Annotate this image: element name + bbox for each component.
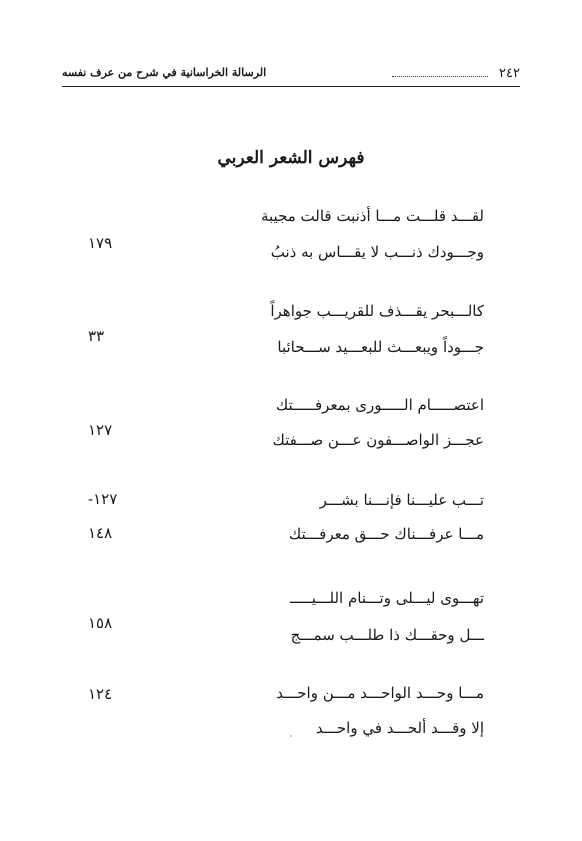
verse-second-hemistich: إلا وقـــد ألحـــد في واحـــد: [315, 719, 484, 737]
page-reference: -١٢٧: [88, 490, 118, 508]
verse-second-hemistich: وجـــودك ذنـــب لا يقـــاس به ذنبُ: [270, 243, 484, 261]
page-reference: ١٥٨: [88, 614, 113, 632]
verse-first-hemistich: لقـــد قلـــت مـــا أذنبت قالت مجيبة: [260, 207, 484, 225]
verse-second-hemistich: مـــا عرفـــناك حـــق معرفـــتك: [288, 525, 484, 543]
verse-first-hemistich: تهـــوى ليـــلى وتـــنام اللـــيـــــ: [289, 589, 484, 607]
page-reference: ١٤٨: [88, 524, 113, 542]
verse-second-hemistich: عجـــز الواصـــفون عـــن صـــفتك: [272, 431, 484, 449]
verse-second-hemistich: جـــوداً ويبعـــث للبعـــيد ســـحائبا: [277, 338, 484, 356]
header-rule: [62, 86, 520, 87]
page-number: ٢٤٢: [499, 66, 520, 81]
index-title: فهرس الشعر العربي: [217, 148, 365, 168]
page-reference: ١٢٧: [88, 421, 113, 439]
running-header: [62, 64, 520, 84]
verse-first-hemistich: مـــا وحـــد الواحـــد مـــن واحـــد: [276, 684, 484, 702]
page-reference: ١٢٤: [88, 685, 113, 703]
page-reference: ١٧٩: [88, 234, 113, 252]
page-reference: ٣٣: [88, 327, 105, 345]
verse-first-hemistich: تـــب عليـــنا فإنـــنا بشـــر: [319, 491, 484, 509]
verse-second-hemistich: ـــل وحقـــك ذا طلـــب سمـــج: [290, 626, 484, 644]
verse-first-hemistich: كالـــبحر يقـــذف للقريـــب جواهراً: [270, 302, 484, 320]
header-dot-leader: [392, 64, 488, 77]
verse-first-hemistich: اعتصـــــام الـــــورى بمعرفـــــتك: [275, 396, 484, 414]
running-title: الرسالة الخراسانية في شرح من عرف نفسه: [62, 66, 267, 79]
scan-speck: [290, 735, 292, 737]
